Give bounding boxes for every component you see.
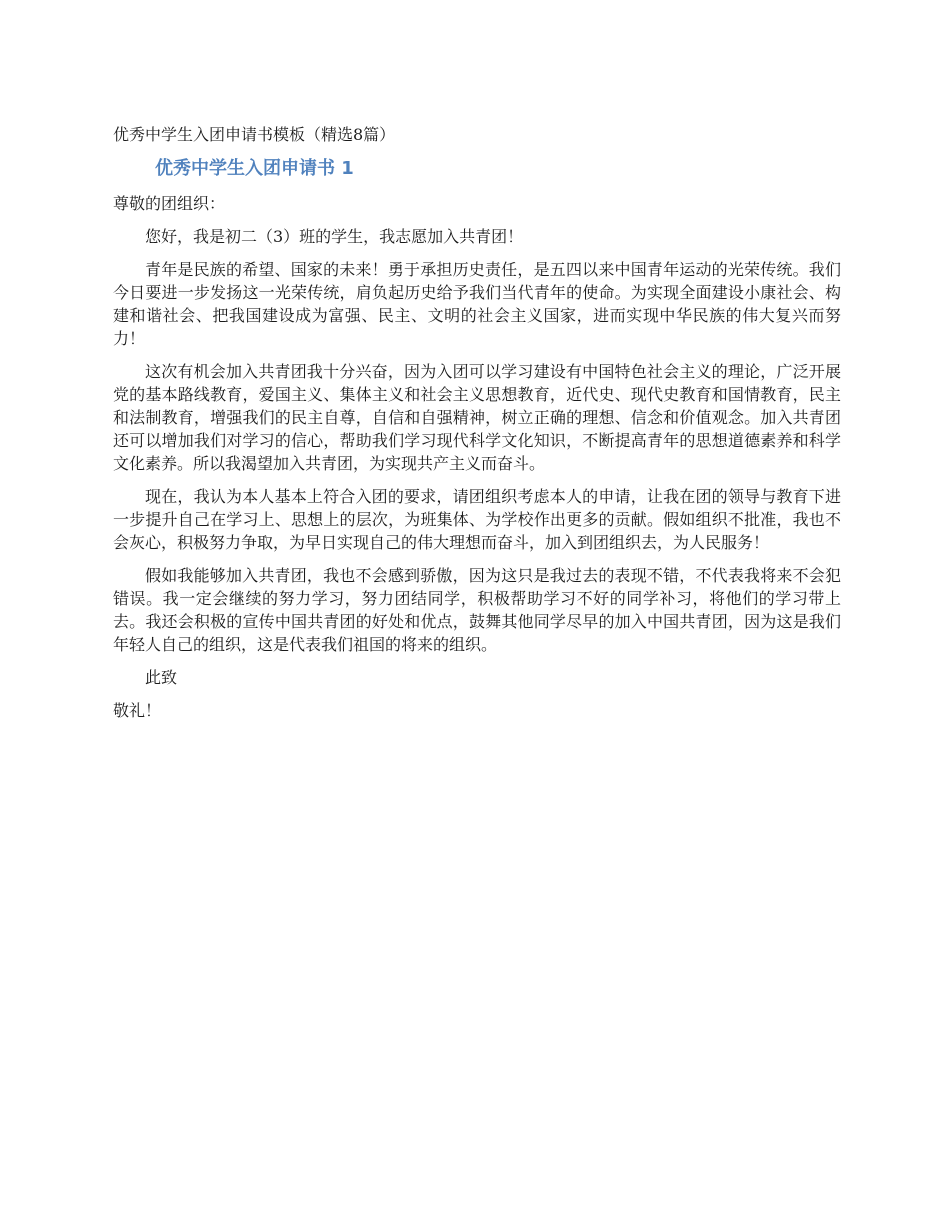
paragraph-greeting: 您好，我是初二（3）班的学生，我志愿加入共青团！ xyxy=(145,227,524,246)
closing-salute: 敬礼！ xyxy=(113,701,162,720)
paragraph-request: 现在，我认为本人基本上符合入团的要求，请团组织考虑本人的申请，让我在团的领导与教育下进一步提升自己在学习上、思想上的层次，为班集体、为学校作出更多的贡献。假如组织不批准，我也不会灰心，积极努力争取，为早日实现自己的伟大理想而奋斗，加入到团组织去，为人民服务！ xyxy=(113,487,841,552)
document-title: 优秀中学生入团申请书模板（精选8篇） xyxy=(113,125,396,144)
document-body xyxy=(113,123,841,732)
section-heading: 优秀中学生入团申请书 1 xyxy=(155,158,354,179)
paragraph-youth-mission: 青年是民族的希望、国家的未来！勇于承担历史责任，是五四以来中国青年运动的光荣传统。我们今日要进一步发扬这一光荣传统，肩负起历史给予我们当代青年的使命。为实现全面建设小康社会、构建和谐社会、把我国建设成为富强、民主、文明的社会主义国家，进而实现中华民族的伟大复兴而努力！ xyxy=(113,260,841,348)
paragraph-reasons-to-join: 这次有机会加入共青团我十分兴奋，因为入团可以学习建设有中国特色社会主义的理论，广泛开展党的基本路线教育，爱国主义、集体主义和社会主义思想教育，近代史、现代史教育和国情教育，民主和法制教育，增强我们的民主自尊，自信和自强精神，树立正确的理想、信念和价值观念。加入共青团还可以增加我们对学习的信心，帮助我们学习现代科学文化知识，不断提高青年的思想道德素养和科学文化素养。所以我渴望加入共青团，为实现共产主义而奋斗。 xyxy=(113,362,841,473)
paragraph-commitment: 假如我能够加入共青团，我也不会感到骄傲，因为这只是我过去的表现不错，不代表我将来不会犯错误。我一定会继续的努力学习，努力团结同学，积极帮助学习不好的同学补习，将他们的学习带上去。我还会积极的宣传中国共青团的好处和优点，鼓舞其他同学尽早的加入中国共青团，因为这是我们年轻人自己的组织，这是代表我们祖国的将来的组织。 xyxy=(113,566,841,654)
closing-line: 此致 xyxy=(145,668,178,687)
salutation: 尊敬的团组织： xyxy=(113,194,226,213)
